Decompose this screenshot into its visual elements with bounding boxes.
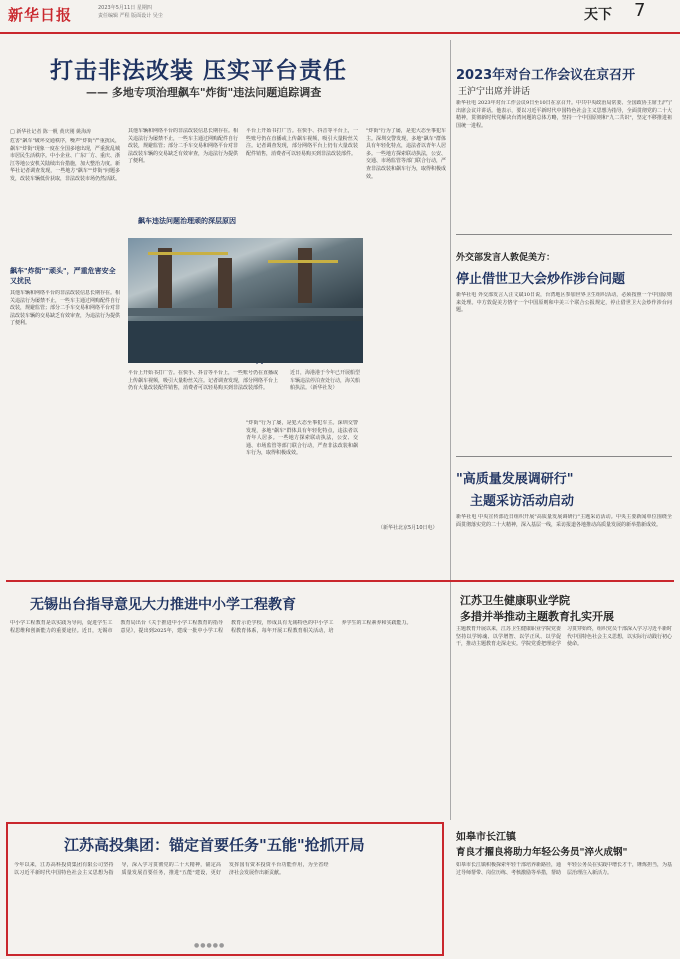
main-subhead: —— 多地专项治理飙车"炸街"违法问题追踪调查 [86, 86, 322, 99]
main-subheading-2: 飙车违法问题治理顽的深层原因 [138, 217, 236, 225]
column-divider [450, 40, 451, 820]
right-low-headline-2: 主题采访活动启动 [470, 494, 575, 509]
right-top-subhead: 王沪宁出席并讲话 [458, 87, 531, 97]
rugao-headline: 如皋市长江镇 [456, 832, 516, 843]
divider [456, 456, 672, 457]
rugao-body: 如皋市长江镇积极探索年轻干部培养新路径，通过导师帮带、岗位历练、考核激励等举措，帮助年轻公务员在实践中增长才干，锤炼担当，为基层治理注入新活力。 [456, 862, 672, 876]
box-headline: 江苏高投集团：锚定首要任务"五能"抢抓开局 [64, 836, 365, 854]
right-low-headline: "高质量发展调研行" [456, 472, 574, 487]
section-name: 天下 [584, 7, 612, 23]
right-mid-headline: 停止借世卫大会炒作涉台问题 [456, 272, 626, 287]
masthead [0, 0, 680, 34]
photo-tower [158, 248, 172, 308]
page-number: 7 [634, 0, 646, 21]
photo-crane [148, 252, 228, 255]
main-source: （新华社北京5月10日电） [378, 525, 438, 531]
photo-caption: 近日，海港港于今年已开展船型车辆违法停泊查处行动，海关船舶执法。（新华社发） [290, 370, 361, 391]
college-headline-2: 多措并举推动主题教育扎实开展 [460, 610, 614, 623]
main-headline: 打击非法改装 压实平台责任 [50, 58, 348, 84]
right-mid-kicker: 外交部发言人敦促美方： [456, 253, 556, 263]
middle-headline: 无锡出台指导意见大力推进中小学工程教育 [30, 597, 296, 613]
issue-meta [98, 4, 163, 20]
box-end-dots: ●●●●● [194, 942, 226, 949]
photo-tower [218, 258, 232, 308]
main-col-1b: 其他车辆和网络平台的非法改装信息长期存在。相关违法行为屡禁不止，一些车主通过网购配件自行改装，规避监管；部分二手车交易和网络平台对非法改装车辆的交易缺乏有效审查，为违法行为提供了便利。 [10, 290, 120, 327]
photo-water [128, 321, 363, 363]
news-photo [128, 238, 363, 363]
middle-body: 中小学工程教育是以实践为导向，促进学生工程思维和创新能力的重要途径。近日，无锡市教育局出台《关于推进中小学工程教育的指导意见》，提出到2025年，建成一批中小学工程教育示范学校，形成具有无锡特色的中小学工程教育体系，每年开展工程教育相关活动，培养学生的工程素养和实践能力。 [10, 620, 412, 634]
section-rule [6, 580, 674, 582]
right-top-body: 新华社电 2023年对台工作会议9日至10日在京召开。中共中央政治局常委、全国政协主席王沪宁出席会议并讲话。他表示，要以习近平新时代中国特色社会主义思想为指导，全面贯彻党的二十大精神，贯彻新时代党解决台湾问题的总体方略，坚持一个中国原则和"九二共识"，坚定不移推进祖国统一进程。 [456, 100, 672, 129]
photo-tower [298, 248, 312, 303]
box-body: 今年以来，江苏高科投资集团有限公司坚持以习近平新时代中国特色社会主义思想为指导，深入学习贯彻党的二十大精神，锚定高质量发展首要任务，推进"五能"建设，更好发挥国有资本投资平台功能作用，为全省经济社会发展作出新贡献。 [14, 862, 329, 876]
right-top-headline: 2023年对台工作会议在京召开 [456, 68, 636, 83]
main-byline: □ 新华社记者 陈一帆 黄庆刚 姚海涛 [10, 129, 92, 135]
college-body: 主题教育开展以来，江苏卫生健康职业学院党委坚持以学铸魂、以学增智、以学正风、以学促干，推动主题教育走深走实。学院党委把理论学习贯穿始终，组织党员干部深入学习习近平新时代中国特色社会主义思想，以实际行动践行初心使命。 [456, 626, 672, 648]
main-col-4: "炸街"行为了屡，是犯大态至事犯车主。深圳交警发现，多地"飙车"群体具有年轻化特点，违法者以青年人居多。一些地方探索联动执法，公安、交通、市场监管等部门联合行动，严查非法改装和飙车行为，取得积极成效。 [366, 128, 446, 180]
featured-box [6, 822, 444, 956]
photo-crane [268, 260, 338, 263]
editor-line: 责任编辑 严程 版面设计 吴尘 [98, 13, 163, 19]
photo-bridge [128, 308, 363, 316]
rugao-headline-2: 育良才擢良将助力年轻公务员"淬火成钢" [456, 847, 628, 858]
newspaper-logo: 新华日报 [8, 6, 73, 24]
main-col-2b: 平台上开始书打广告。在快手、抖音等平台上，一些账号仍在直播或上传飙车视频，吸引大量粉丝关注。记者调查发现，部分网络平台上仍有大量改装配件销售，消费者可以轻易购买到非法改装部件。 [128, 370, 278, 392]
main-subheading-1: 飙车"炸街""顽头"，严重危害安全又扰民 [10, 267, 116, 285]
main-col-2: 其他车辆和网络平台的非法改装信息长期存在。相关违法行为屡禁不止，一些车主通过网购配件自行改装，规避监管；部分二手车交易和网络平台对非法改装车辆的交易缺乏有效审查，为违法行为提供了便利。 [128, 128, 238, 165]
divider [456, 234, 672, 235]
right-low-body: 新华社电 中央宣传部近日组织开展"高质量发展调研行"主题采访活动。中央主要新闻单位围绕全面贯彻落实党的二十大精神，深入基层一线，采访报道各地推动高质量发展的新举措新成效。 [456, 514, 672, 528]
main-col-3: 平台上开始书打广告。在快手、抖音等平台上，一些账号仍在直播或上传飙车视频，吸引大量粉丝关注。记者调查发现，部分网络平台上仍有大量改装配件销售，消费者可以轻易购买到非法改装部件。 [246, 128, 358, 157]
college-headline: 江苏卫生健康职业学院 [460, 594, 570, 607]
main-col-1: 危害"飙车"破坏交通秩序，噪声"炸街"严重扰民，飙车"炸街"现象一度在全国多地出现，严重扰乱城市居民生活秩序。中小企业、广东厂方、重庆、浙江等地公安机关陆续出台措施，加大整治力度。新华社记者调查发现，一些地方"飙车""炸街"问题多发，改装车辆低价获取，非法改装市场仍然活跃。 [10, 138, 120, 182]
right-mid-body: 新华社电 外交部发言人汪文斌10日说，台湾地区参加世界卫生组织活动，必须按照一个中国原则来处理。中方敦促美方恪守一个中国原则和中美三个联合公报规定，停止借世卫大会炒作涉台问题。 [456, 292, 672, 314]
issue-date: 2023年5月11日 星期四 [98, 5, 152, 11]
main-col-3b: "炸街"行为了屡，是犯大态至事犯车主。深圳交警发现，多地"飙车"群体具有年轻化特点，违法者以青年人居多。一些地方探索联动执法，公安、交通、市场监管等部门联合行动，严查非法改装和飙车行为，取得积极成效。 [246, 420, 358, 457]
